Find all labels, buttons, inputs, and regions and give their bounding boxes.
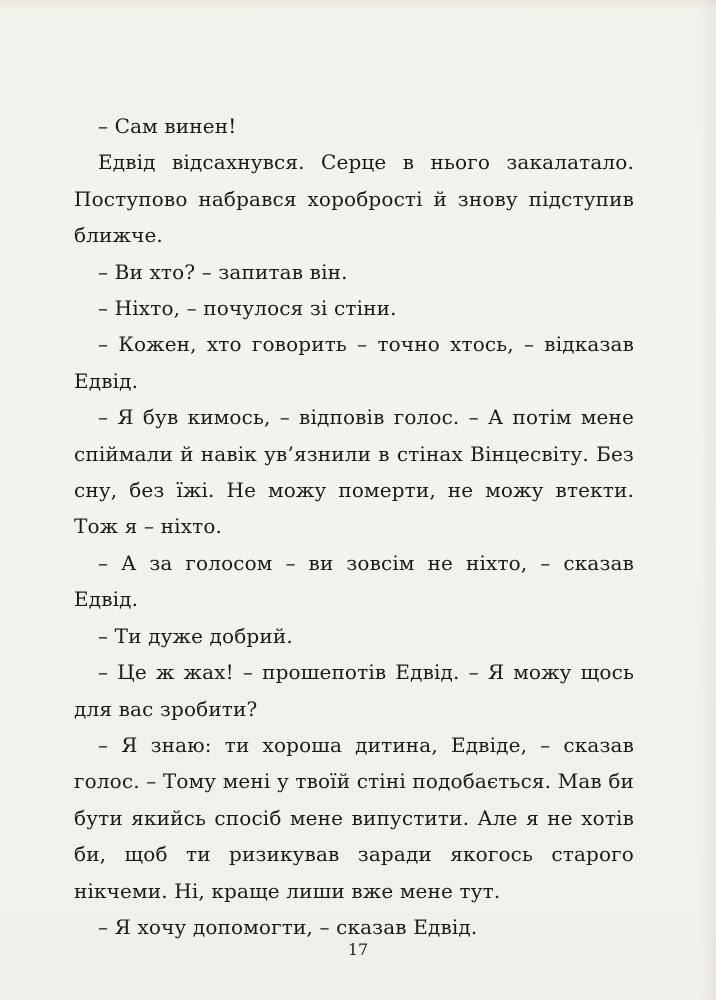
paragraph: – А за голосом – ви зовсім не ніхто, – сказав Едвід. xyxy=(74,550,634,612)
paragraph: – Ви хто? – запитав він. xyxy=(98,259,348,284)
paragraph: Едвід відсахнувся. Серце в нього закалатало. Поступово набрався хоробрості й знову підступив ближче. xyxy=(74,150,634,248)
paragraph: – Це ж жах! – прошепотів Едвід. – Я можу щось для вас зробити? xyxy=(74,660,634,721)
paragraph: – Ніхто, – почулося зі стіни. xyxy=(98,296,397,321)
paragraph: – Я знаю: ти хороша дитина, Едвіде, – сказав голос. – Тому мені у твоїй стіні подобається. Мав би бути якийсь спосіб мене випустити. Але я не хотів би, щоб ти ризикував заради якогось старого нікчеми. Ні, краще лиши вже мене тут. xyxy=(74,732,634,903)
paragraph: – Сам винен! xyxy=(98,114,237,138)
page-top-shadow xyxy=(0,0,716,10)
paragraph: – Кожен, хто говорить – точно хтось, – відказав Едвід. xyxy=(74,332,634,393)
page-edge-shadow xyxy=(698,0,716,1000)
paragraph: – Я був кимось, – відповів голос. – А потім мене спіймали й навік ув’язнили в стінах Вінцесвіту. Без сну, без їжі. Не можу померти, не можу втекти. Тож я – ніхто. xyxy=(74,405,634,539)
paragraph: – Ти дуже добрий. xyxy=(98,623,293,648)
paragraph: – Я хочу допомогти, – сказав Едвід. xyxy=(98,914,478,939)
page-number: 17 xyxy=(347,940,369,959)
body-text xyxy=(74,108,634,945)
